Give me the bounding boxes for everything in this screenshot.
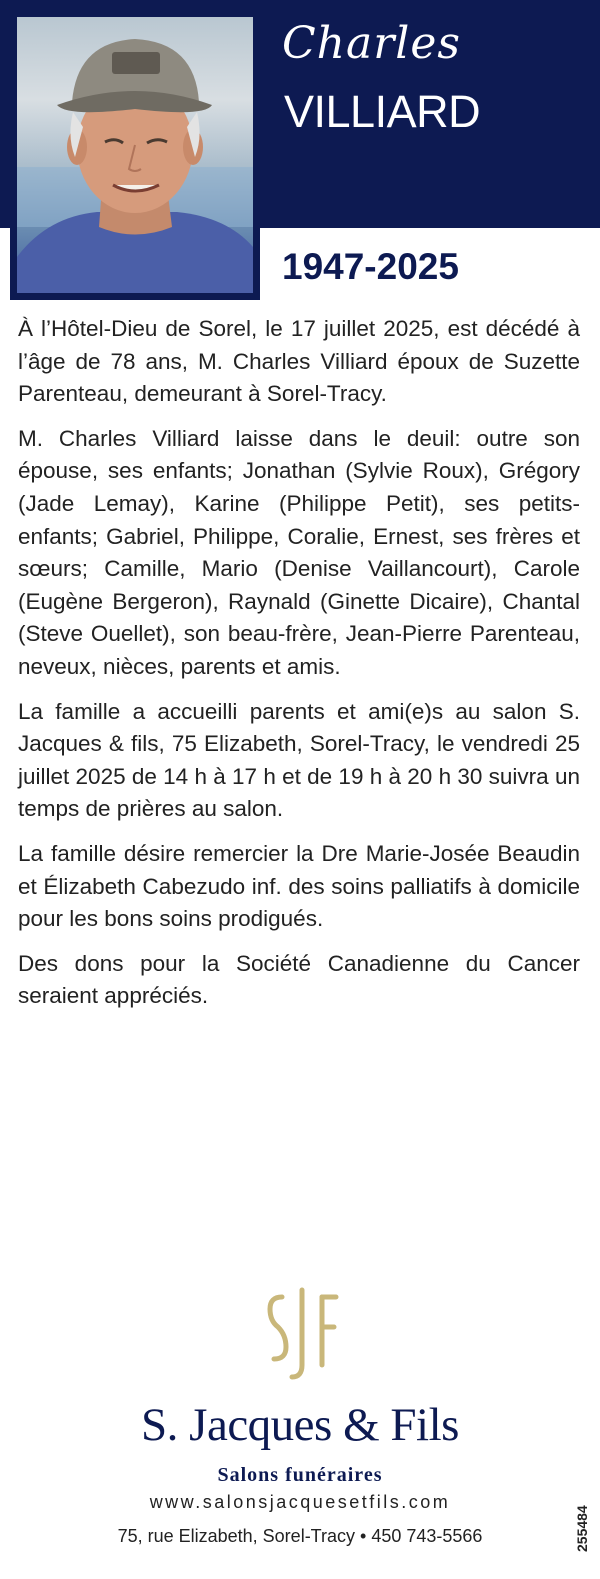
portrait-frame (10, 10, 260, 300)
company-website[interactable]: www.salonsjacquesetfils.com (149, 1492, 451, 1512)
sjf-monogram-logo (262, 1285, 342, 1385)
paragraph-visitation: La famille a accueilli parents et ami(e)s au salon S. Jacques & fils, 75 Elizabeth, Sorel-Tracy, le vendredi 25 juillet 2025 de 14 h à 17 h et de 19 h à 20 h 30 suivra un temps de prières au salon. (18, 698, 580, 822)
company-subtitle: Salons funéraires (217, 1464, 383, 1486)
paragraph-survivors: M. Charles Villiard laisse dans le deuil: outre son épouse, ses enfants; Jonathan (Sylvie Roux), Grégory (Jade Lemay), Karine (Philippe Petit), ses petits-enfants; Gabriel, Philippe, Coralie, Ernest, ses frères et sœurs; Camille, Mario (Denise Vaillancourt), Carole (Eugène Bergeron), Raynald (Ginette Dicaire), Chantal (Steve Ouellet), son beau-frère, Jean-Pierre Parenteau, neveux, nièces, parents et amis. (18, 425, 580, 679)
life-years: 1947-2025 (282, 246, 459, 287)
obituary-text (18, 313, 580, 1025)
portrait-illustration (17, 17, 253, 293)
paragraph-thanks: La famille désire remercier la Dre Marie-Josée Beaudin et Élizabeth Cabezudo inf. des soins palliatifs à domicile pour les bons soins prodigués. (18, 840, 580, 932)
company-address: 75, rue Elizabeth, Sorel-Tracy • 450 743-5566 (117, 1526, 483, 1546)
portrait-photo (17, 17, 253, 293)
company-name: S. Jacques & Fils (141, 1399, 459, 1451)
paragraph-death-notice: À l’Hôtel-Dieu de Sorel, le 17 juillet 2025, est décédé à l’âge de 78 ans, M. Charles Villiard époux de Suzette Parenteau, demeurant à Sorel-Tracy. (18, 316, 580, 407)
last-name: VILLIARD (284, 86, 481, 137)
paragraph-donations: Des dons pour la Société Canadienne du Cancer seraient appréciés. (18, 950, 580, 1009)
first-name: Charles (282, 18, 461, 69)
ad-reference-number: 255484 (574, 1505, 590, 1552)
